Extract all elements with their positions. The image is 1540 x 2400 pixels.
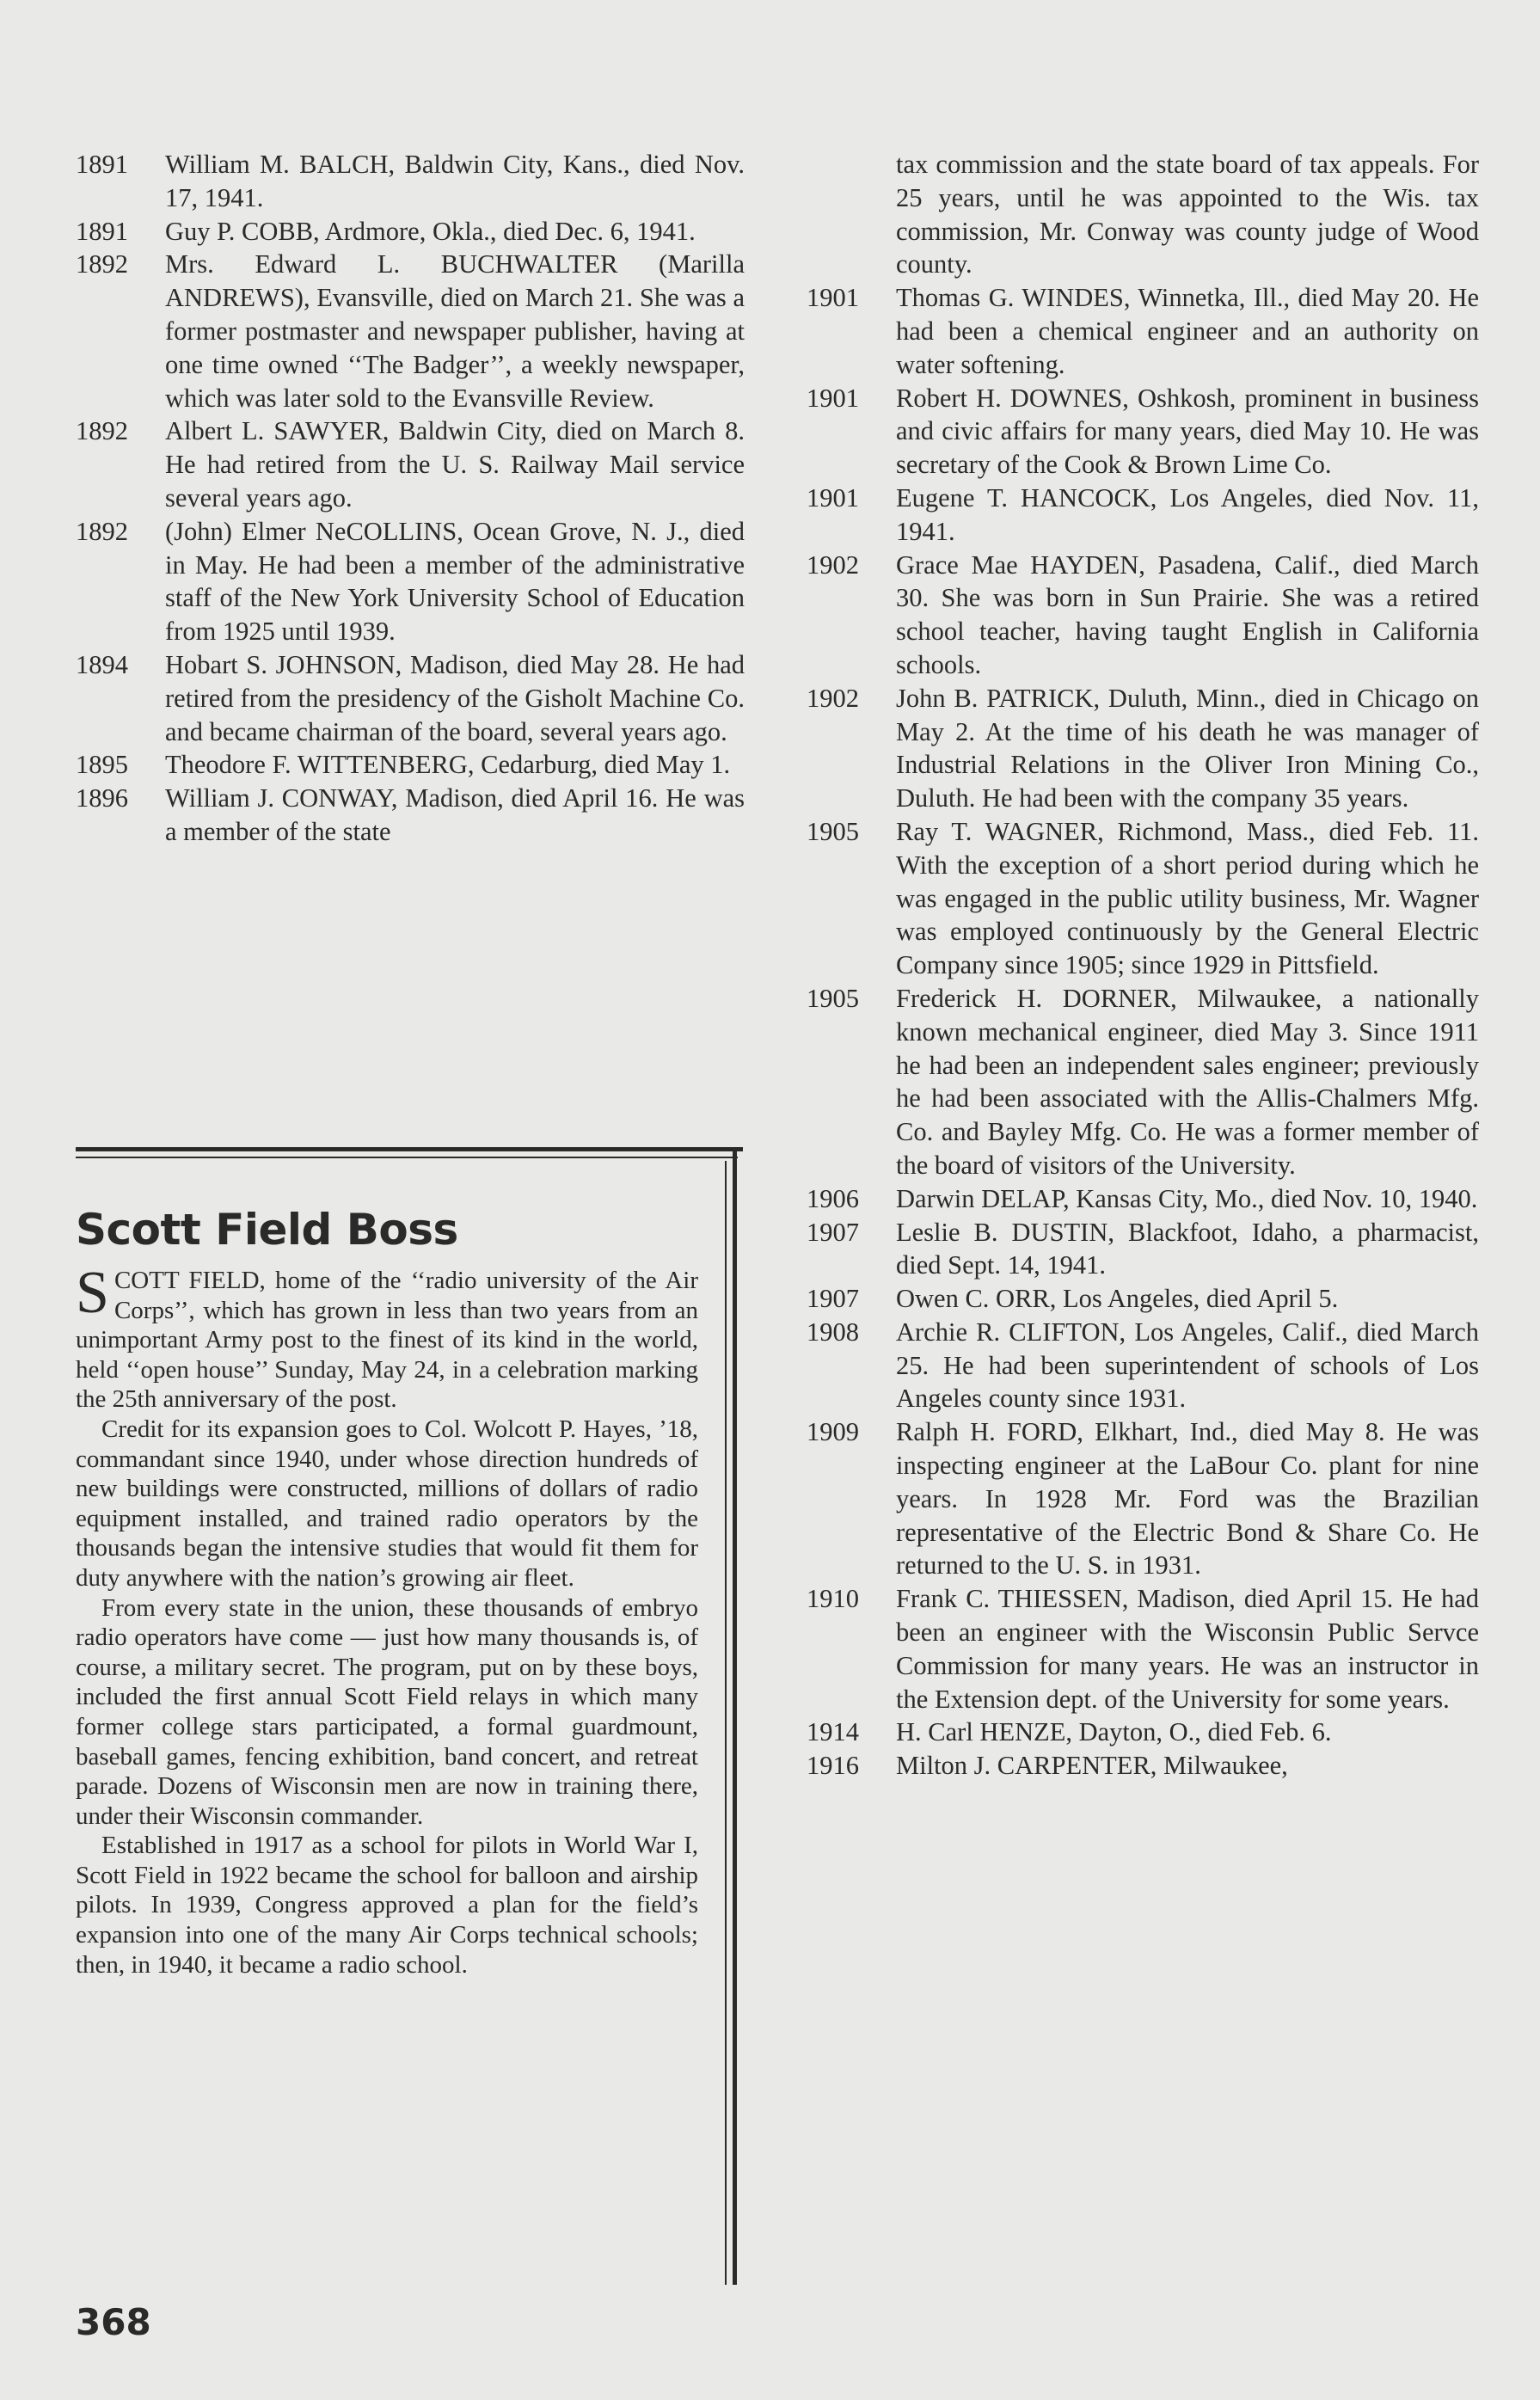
obituary-text: Mrs. Edward L. BUCHWALTER (Marilla ANDREWS), Evansville, died on March 21. She was a former postmaster and newspaper publisher, having at one time owned ‘‘The Badger’’, a weekly newspaper, which was later sold to the Evansville Review.	[165, 249, 745, 413]
obituary-entry	[807, 549, 1479, 682]
obituary-entry	[807, 281, 1479, 381]
sidebar-paragraph: From every state in the union, these thousands of embryo radio operators have come — just how many thousands is, of course, a military secret. The program, put on by these boys, included the first annual Scott Field relays in which many former college stars participated, a formal guardmount, baseball games, fencing exhibition, band concert, and retreat parade. Dozens of Wisconsin men are now in training there, under their Wisconsin commander.	[76, 1593, 698, 1830]
obituary-entry	[807, 482, 1479, 549]
obituary-text: Thomas G. WINDES, Winnetka, Ill., died May 20. He had been a chemical engineer and an authority on water softening.	[896, 283, 1479, 379]
class-year: 1892	[76, 516, 128, 546]
class-year: 1902	[807, 683, 859, 713]
class-year: 1908	[807, 1317, 859, 1347]
sidebar-headline: Scott Field Boss	[76, 1205, 458, 1255]
class-year: 1901	[807, 383, 859, 413]
class-year: 1905	[807, 983, 859, 1013]
class-year: 1907	[807, 1217, 859, 1247]
obituary-text: William M. BALCH, Baldwin City, Kans., died Nov. 17, 1941.	[165, 150, 745, 212]
class-year: 1916	[807, 1751, 859, 1781]
obituary-entry	[807, 382, 1479, 482]
obituary-text: Frank C. THIESSEN, Madison, died April 15. He had been an engineer with the Wisconsin Public Servce Commission for many years. He was an instructor in the Extension dept. of the University for some years.	[896, 1584, 1479, 1714]
obituary-text: Ralph H. FORD, Elkhart, Ind., died May 8. He was inspecting engineer at the LaBour Co. plant for nine years. In 1928 Mr. Ford was the Brazilian representative of the Electric Bond & Share Co. He returned to the U. S. in 1931.	[896, 1417, 1479, 1581]
sidebar-paragraph: Established in 1917 as a school for pilots in World War I, Scott Field in 1922 became the school for balloon and airship pilots. In 1939, Congress approved a plan for the field’s expansion into one of the many Air Corps technical schools; then, in 1940, it became a radio school.	[76, 1832, 698, 1979]
obituary-entry	[76, 515, 745, 648]
obituary-text: (John) Elmer NeCOLLINS, Ocean Grove, N. J., died in May. He had been a member of the administrative staff of the New York University School of Education from 1925 until 1939.	[165, 516, 745, 647]
obituary-entry	[76, 414, 745, 514]
obituary-entry	[807, 1216, 1479, 1283]
obituary-text: Owen C. ORR, Los Angeles, died April 5.	[896, 1284, 1339, 1314]
sidebar-box-border-right-inner	[725, 1161, 727, 2285]
sidebar-box-border-top	[76, 1147, 743, 1151]
obituary-text: H. Carl HENZE, Dayton, O., died Feb. 6.	[896, 1717, 1332, 1747]
class-year: 1892	[76, 249, 128, 279]
obituary-entry	[807, 982, 1479, 1182]
obituary-text: Albert L. SAWYER, Baldwin City, died on March 8. He had retired from the U. S. Railway Mail service several years ago.	[165, 416, 745, 513]
class-year: 1891	[76, 216, 128, 246]
obituary-text: Robert H. DOWNES, Oshkosh, prominent in business and civic affairs for many years, died May 10. He was secretary of the Cook & Brown Lime Co.	[896, 383, 1479, 480]
obituary-text: Grace Mae HAYDEN, Pasadena, Calif., died March 30. She was born in Sun Prairie. She was a retired school teacher, having taught English in California schools.	[896, 549, 1479, 679]
sidebar-box-border-right	[733, 1147, 737, 2285]
obituary-continuation: tax commission and the state board of tax appeals. For 25 years, until he was appointed to the Wis. tax commission, Mr. Conway was county judge of Wood county.	[896, 150, 1479, 279]
class-year: 1895	[76, 750, 128, 780]
class-year: 1914	[807, 1717, 859, 1747]
class-year: 1905	[807, 816, 859, 846]
obituary-text: Frederick H. DORNER, Milwaukee, a nationally known mechanical engineer, died May 3. Since 1911 he had been an independent sales engineer; previously he had been associated with the Allis-Chalmers Mfg. Co. and Bayley Mfg. Co. He was a former member of the board of visitors of the University.	[896, 983, 1479, 1180]
drop-cap: S	[76, 1260, 109, 1326]
page-number: 368	[76, 2301, 151, 2343]
sidebar-box-border-top-inner	[76, 1157, 738, 1158]
class-year: 1902	[807, 549, 859, 580]
obituary-text: Guy P. COBB, Ardmore, Okla., died Dec. 6, 1941.	[165, 216, 696, 246]
sidebar-paragraph	[76, 1260, 698, 1415]
obituary-entry	[807, 1582, 1479, 1716]
obituary-text: William J. CONWAY, Madison, died April 16. He was a member of the state	[165, 783, 745, 846]
class-year: 1910	[807, 1584, 859, 1614]
obituary-entry	[807, 1282, 1479, 1316]
class-year: 1891	[76, 150, 128, 179]
obituary-entry	[76, 148, 745, 215]
obituary-entry	[807, 1316, 1479, 1415]
obituary-entry	[76, 248, 745, 414]
sidebar-paragraph-text: COTT FIELD, home of the ‘‘radio university of the Air Corps’’, which has grown in less than two years from an unimportant Army post to the finest of its kind in the world, held ‘‘open house’’ Sunday, May 24, in a celebration marking the 25th anniversary of the post.	[76, 1267, 698, 1414]
sidebar-paragraph: Credit for its expansion goes to Col. Wolcott P. Hayes, ’18, commandant since 1940, under whose direction hundreds of new buildings were constructed, millions of dollars of radio equipment installed, and trained radio operators by the thousands began the intensive studies that would fit them for duty anywhere with the nation’s growing air fleet.	[76, 1415, 698, 1592]
obituary-entry	[76, 782, 745, 849]
obituary-entry	[807, 1749, 1479, 1783]
obituary-entry	[807, 1182, 1479, 1216]
scott-field-sidebar	[76, 1204, 698, 1980]
obituary-entry	[807, 815, 1479, 982]
obituary-text: Milton J. CARPENTER, Milwaukee,	[896, 1751, 1288, 1781]
obituary-text: Hobart S. JOHNSON, Madison, died May 28. He had retired from the presidency of the Gisholt Machine Co. and became chairman of the board, several years ago.	[165, 649, 745, 746]
obituary-text: Archie R. CLIFTON, Los Angeles, Calif., died March 25. He had been superintendent of schools of Los Angeles county since 1931.	[896, 1317, 1479, 1414]
class-year: 1909	[807, 1417, 859, 1447]
class-year: 1894	[76, 649, 128, 679]
obituary-text: Darwin DELAP, Kansas City, Mo., died Nov. 10, 1940.	[896, 1183, 1478, 1213]
class-year: 1896	[76, 783, 128, 813]
obituary-text: Eugene T. HANCOCK, Los Angeles, died Nov. 11, 1941.	[896, 482, 1479, 546]
class-year: 1906	[807, 1183, 859, 1213]
obituary-column-right	[807, 148, 1479, 1783]
obituary-text: Leslie B. DUSTIN, Blackfoot, Idaho, a pharmacist, died Sept. 14, 1941.	[896, 1217, 1479, 1280]
class-year: 1892	[76, 416, 128, 446]
obituary-entry	[807, 682, 1479, 815]
obituary-entry	[807, 1716, 1479, 1749]
obituary-entry	[807, 1415, 1479, 1582]
class-year: 1901	[807, 482, 859, 513]
obituary-entry	[76, 748, 745, 782]
obituary-text: Ray T. WAGNER, Richmond, Mass., died Feb. 11. With the exception of a short period during which he was engaged in the public utility business, Mr. Wagner was employed continuously by the General Electric Company since 1905; since 1929 in Pittsfield.	[896, 816, 1479, 980]
obituary-entry	[76, 648, 745, 748]
obituary-text: John B. PATRICK, Duluth, Minn., died in Chicago on May 2. At the time of his death he was manager of Industrial Relations in the Oliver Iron Mining Co., Duluth. He had been with the company 35 years.	[896, 683, 1479, 813]
obituary-text: Theodore F. WITTENBERG, Cedarburg, died May 1.	[165, 750, 731, 780]
obituary-entry	[76, 215, 745, 249]
class-year: 1907	[807, 1284, 859, 1314]
class-year: 1901	[807, 283, 859, 313]
obituary-column-left	[76, 148, 745, 849]
